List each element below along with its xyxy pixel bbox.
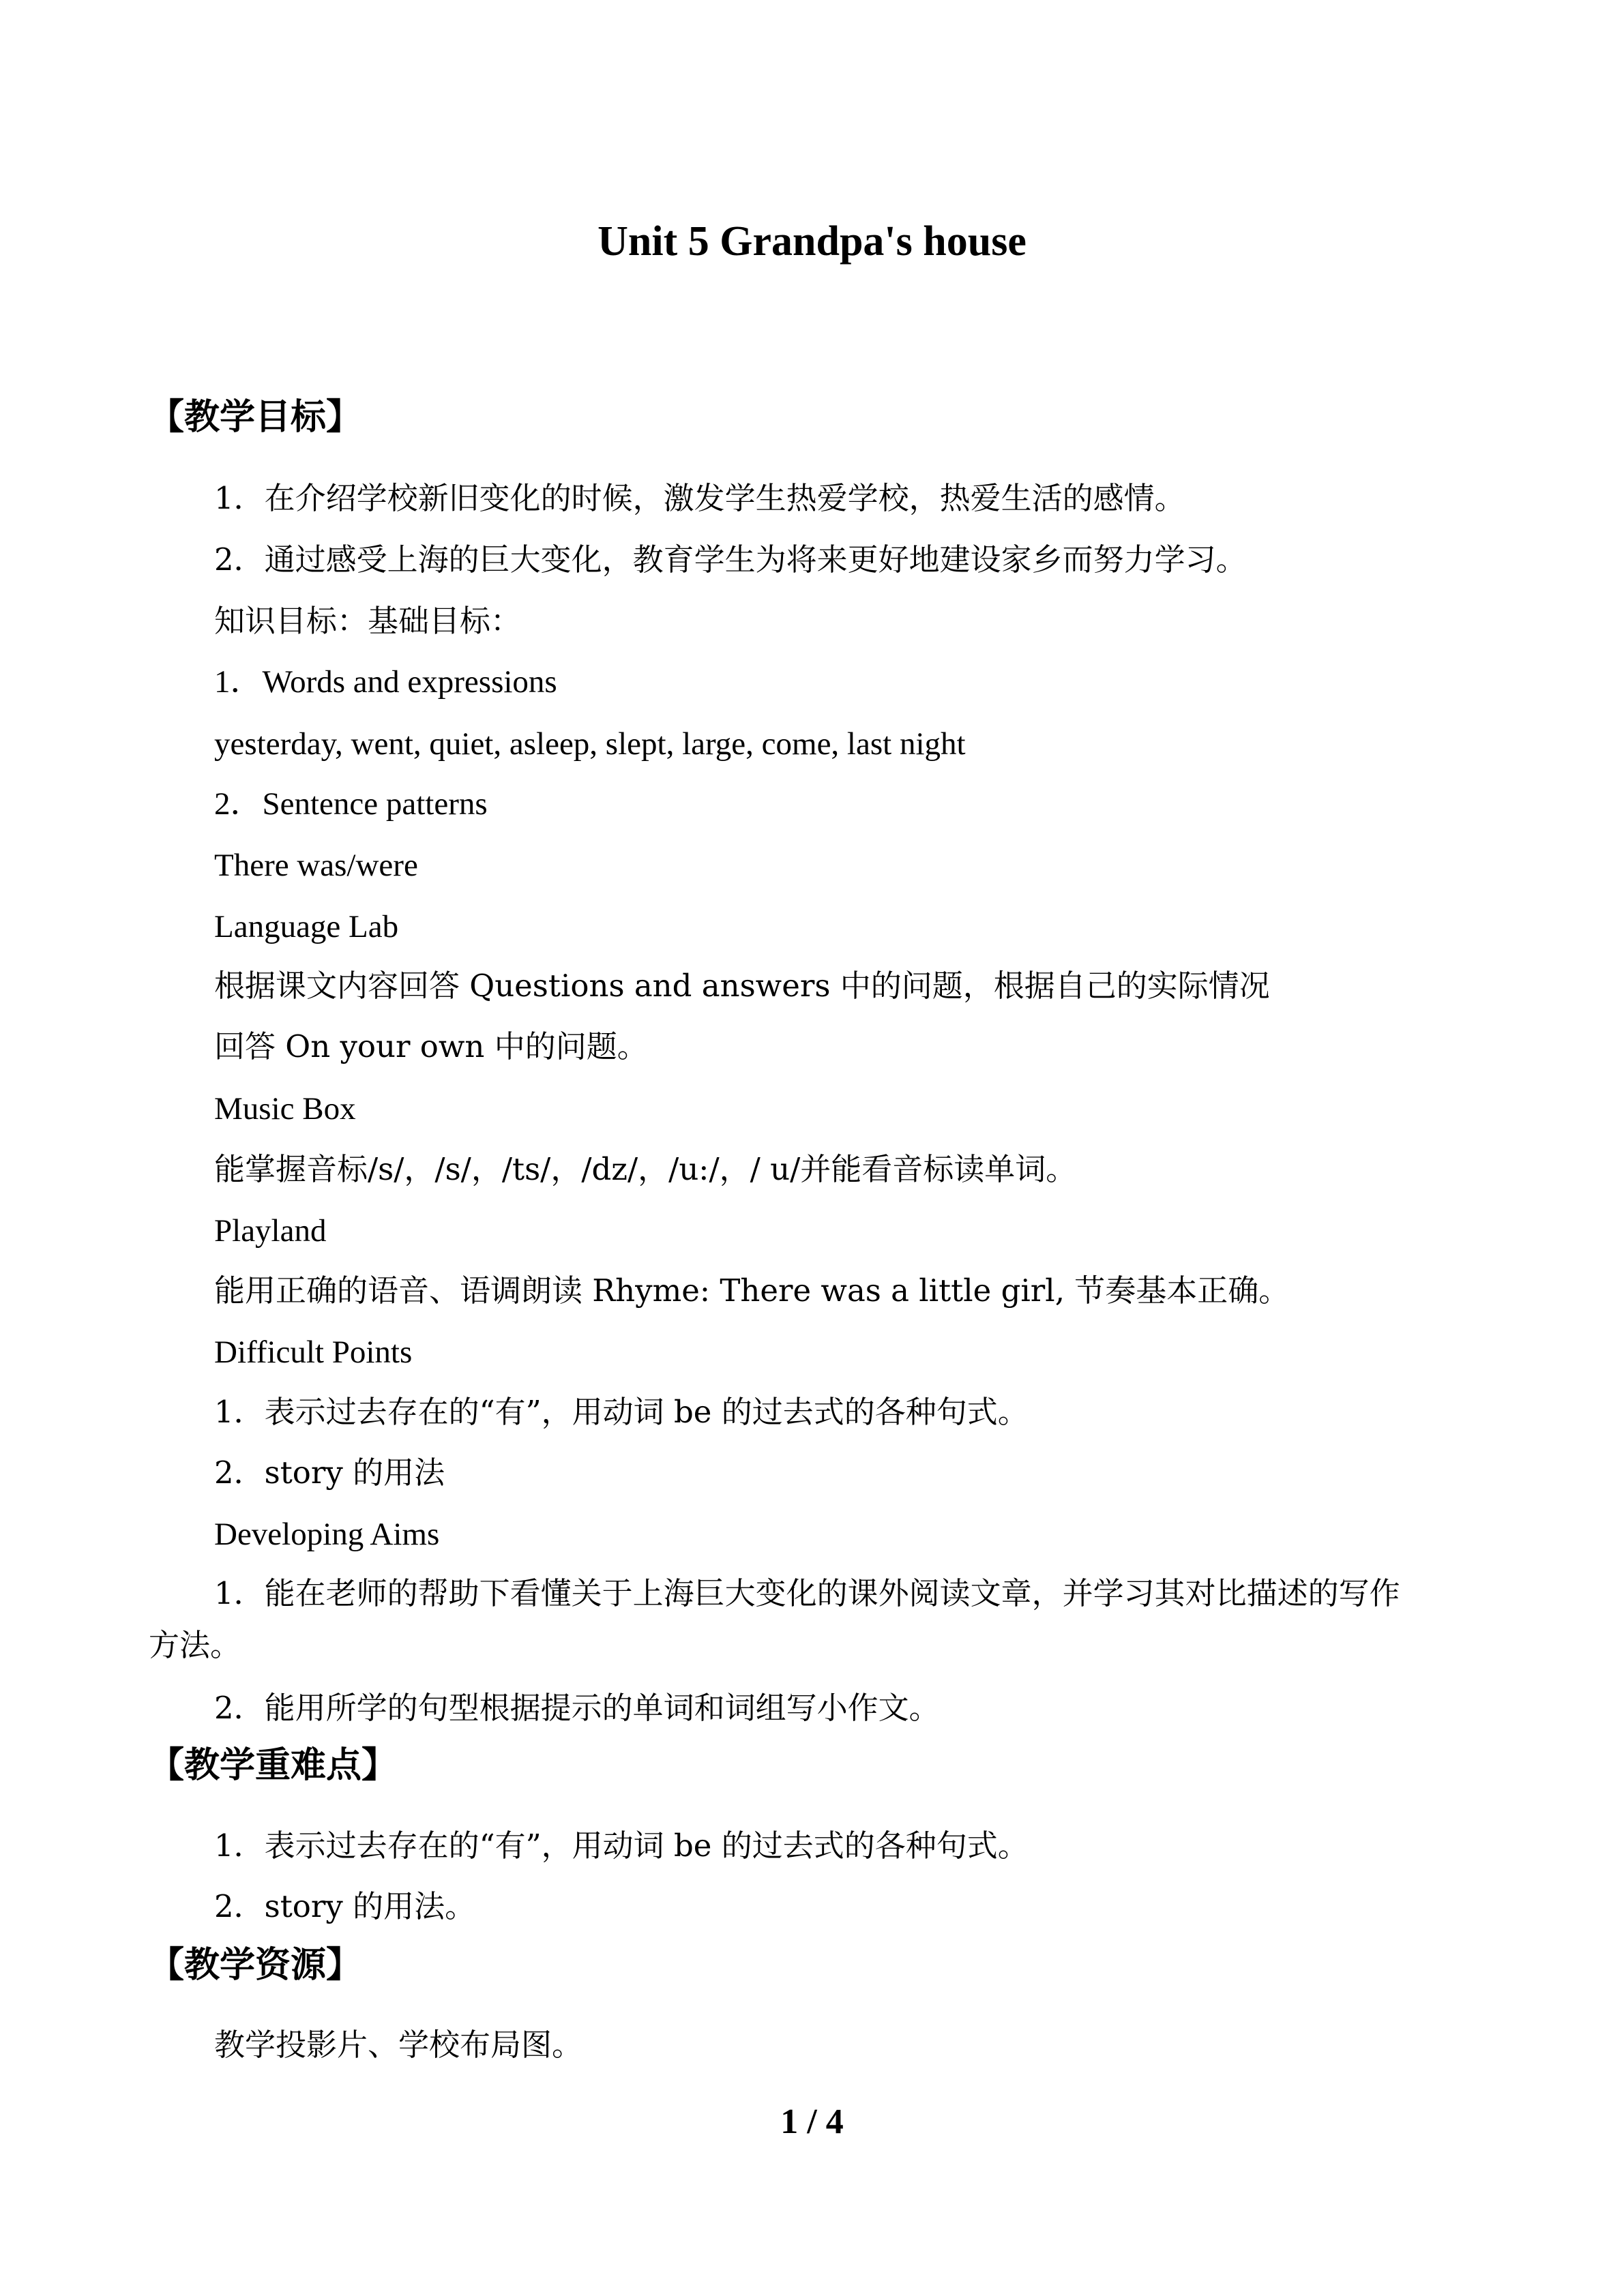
key-point-line: 2．story 的用法。 bbox=[214, 1888, 476, 1924]
objective-line: Difficult Points bbox=[214, 1335, 413, 1370]
resource-line: 教学投影片、学校布局图。 bbox=[214, 2027, 583, 2063]
objective-line: 能掌握音标/s/，/s/，/ts/，/dz/，/u:/，/ u/并能看音标读单词。 bbox=[214, 1151, 1077, 1187]
objective-line: 1．在介绍学校新旧变化的时候，激发学生热爱学校，热爱生活的感情。 bbox=[214, 480, 1185, 516]
objective-line: 2．story 的用法 bbox=[214, 1455, 445, 1491]
objective-line: yesterday, went, quiet, asleep, slept, large, come, last night bbox=[214, 726, 966, 762]
objective-line: 1．表示过去存在的“有”，用动词 be 的过去式的各种句式。 bbox=[214, 1394, 1029, 1430]
objective-line: 知识目标：基础目标： bbox=[214, 603, 522, 639]
document-title: Unit 5 Grandpa's house bbox=[597, 218, 1027, 265]
key-point-line: 1．表示过去存在的“有”，用动词 be 的过去式的各种句式。 bbox=[214, 1828, 1029, 1864]
section-heading-objectives: 【教学目标】 bbox=[149, 397, 362, 438]
section-heading-key-points: 【教学重难点】 bbox=[149, 1745, 398, 1786]
objective-line: There was/were bbox=[214, 848, 418, 883]
objective-line: 2．Sentence patterns bbox=[214, 786, 488, 822]
objective-line: 能用正确的语音、语调朗读 Rhyme: There was a little girl, 节奏基本正确。 bbox=[214, 1272, 1290, 1309]
objective-line: 1．Words and expressions bbox=[214, 664, 557, 700]
section-heading-resources: 【教学资源】 bbox=[149, 1945, 362, 1986]
objective-line: 2．通过感受上海的巨大变化，教育学生为将来更好地建设家乡而努力学习。 bbox=[214, 541, 1247, 578]
objective-line: Playland bbox=[214, 1213, 327, 1249]
objective-line: 2．能用所学的句型根据提示的单词和词组写小作文。 bbox=[214, 1690, 940, 1726]
objective-line: 1．能在老师的帮助下看懂关于上海巨大变化的课外阅读文章，并学习其对比描述的写作 bbox=[214, 1575, 1400, 1611]
objective-line: 方法。 bbox=[149, 1627, 241, 1663]
objective-line: Music Box bbox=[214, 1091, 356, 1127]
objective-line: Language Lab bbox=[214, 909, 399, 944]
page-number: 1 / 4 bbox=[780, 2102, 844, 2141]
objective-line: Developing Aims bbox=[214, 1517, 440, 1552]
objective-line: 回答 On your own 中的问题。 bbox=[214, 1028, 648, 1064]
objective-line: 根据课文内容回答 Questions and answers 中的问题，根据自己的实际情况 bbox=[214, 968, 1270, 1004]
